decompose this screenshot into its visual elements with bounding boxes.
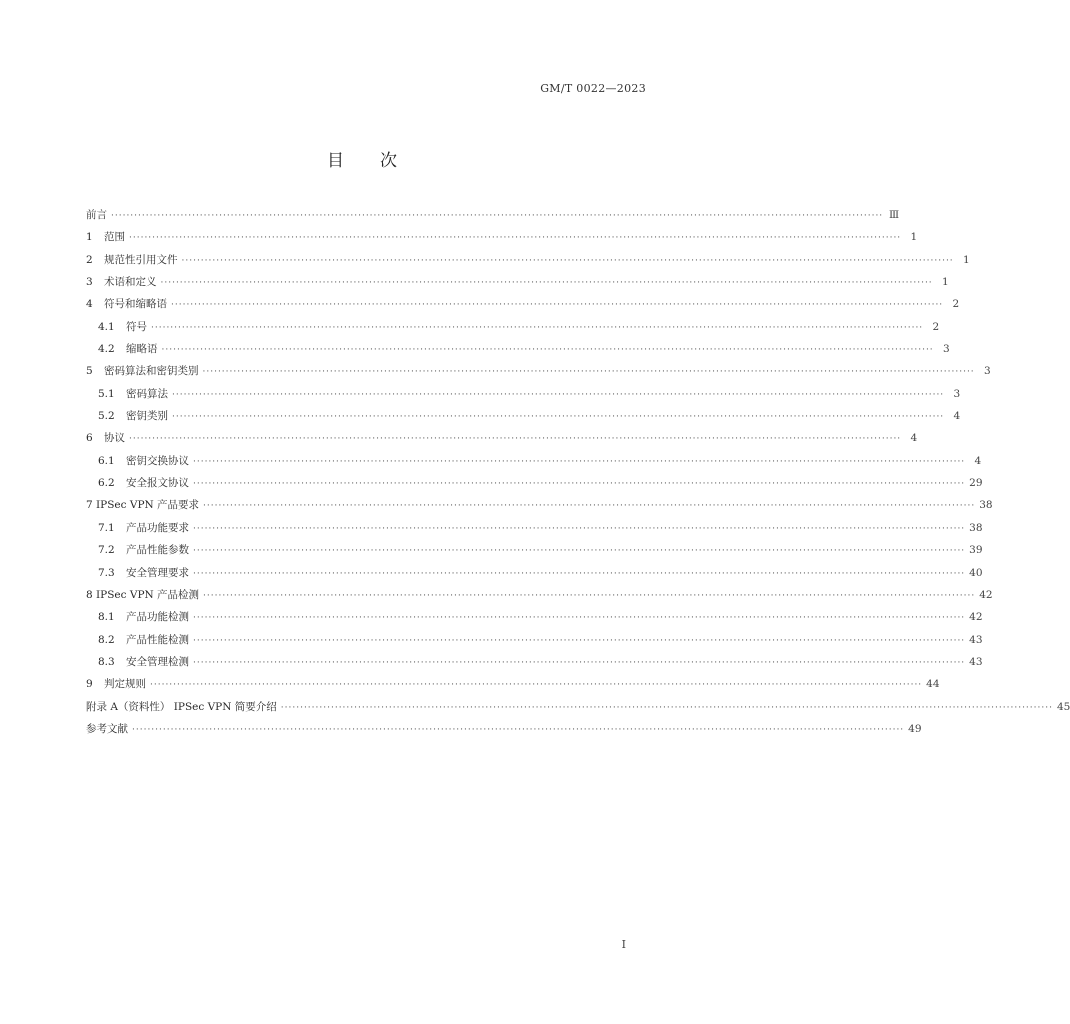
toc-entry[interactable] xyxy=(86,316,940,338)
toc-leader-dots: ········································································································································································································ xyxy=(111,211,884,221)
toc-entry-label: 附录 A（资料性） IPSec VPN 简要介绍 xyxy=(86,700,277,713)
toc-leader-dots: ········································································································································································································ xyxy=(193,635,966,646)
toc-entry-number: 7.1 xyxy=(98,521,115,534)
toc-entry-number: 8.1 xyxy=(98,611,115,624)
toc-entry-label: 7 IPSec VPN 产品要求 xyxy=(86,499,200,512)
toc-entry[interactable] xyxy=(86,606,983,628)
toc-entry-label: 参考文献 xyxy=(86,722,128,735)
toc-entry[interactable] xyxy=(86,293,960,315)
toc-leader-dots: ········································································································································································································ xyxy=(172,389,945,400)
toc-entry[interactable] xyxy=(86,338,950,360)
toc-entry-page: 3 xyxy=(953,387,961,400)
toc-entry[interactable] xyxy=(86,450,982,472)
toc-entry[interactable] xyxy=(86,539,983,561)
toc-entry-page: 38 xyxy=(969,521,983,534)
toc-entry-label: 密码算法 xyxy=(126,387,168,400)
toc-entry-page: 4 xyxy=(974,454,982,467)
toc-entry[interactable] xyxy=(86,562,983,584)
toc-entry-number: 8.3 xyxy=(98,655,115,668)
toc-entry-label: 密钥类别 xyxy=(126,410,168,423)
toc-leader-dots: ········································································································································································································ xyxy=(171,300,944,311)
toc-leader-dots: ········································································································································································································ xyxy=(280,702,1053,713)
toc-entry[interactable] xyxy=(86,494,993,516)
toc-entry-label: 符号和缩略语 xyxy=(104,298,167,311)
toc-entry-label: 安全报文协议 xyxy=(126,477,189,490)
toc-entry-page: Ⅲ xyxy=(889,209,900,221)
toc-entry-label: 安全管理检测 xyxy=(126,655,189,668)
toc-leader-dots: ········································································································································································································ xyxy=(150,680,923,691)
toc-entry-label: 判定规则 xyxy=(104,678,146,691)
toc-entry-page: 42 xyxy=(969,611,983,624)
toc-entry-number: 4.1 xyxy=(98,320,115,333)
toc-entry-page: 42 xyxy=(979,588,993,601)
toc-leader-dots: ········································································································································································································ xyxy=(129,233,902,244)
toc-entry[interactable] xyxy=(86,383,961,405)
toc-entry[interactable] xyxy=(86,584,993,606)
toc-entry-page: 4 xyxy=(953,410,961,423)
page-number: I xyxy=(621,938,626,951)
toc-entry-label: 缩略语 xyxy=(126,343,158,356)
toc-entry-number: 4 xyxy=(86,298,93,311)
toc-entry[interactable] xyxy=(86,226,918,248)
toc-leader-dots: ········································································································································································································ xyxy=(151,322,924,333)
toc-entry-label: 符号 xyxy=(126,320,147,333)
toc-entry-page: 1 xyxy=(941,276,949,289)
toc-entry-page: 45 xyxy=(1056,700,1070,713)
toc-entry[interactable] xyxy=(86,629,983,651)
toc-entry-page: 2 xyxy=(952,298,960,311)
toc-entry-label: 规范性引用文件 xyxy=(104,253,178,266)
document-code: GM/T 0022—2023 xyxy=(540,82,646,95)
toc-entry-page: 44 xyxy=(926,678,940,691)
toc-entry-number: 7.2 xyxy=(98,544,115,557)
toc-entry-number: 5 xyxy=(86,365,93,378)
toc-entry[interactable] xyxy=(86,517,983,539)
toc-entry-number: 5.2 xyxy=(98,410,115,423)
toc-entry-page: 38 xyxy=(979,499,993,512)
table-of-contents xyxy=(86,204,1070,740)
toc-entry-number: 6 xyxy=(86,432,93,445)
toc-entry-page: 1 xyxy=(910,231,918,244)
toc-entry-number: 4.2 xyxy=(98,343,115,356)
toc-entry-label: 产品性能参数 xyxy=(126,544,189,557)
toc-entry-number: 6.2 xyxy=(98,477,115,490)
toc-leader-dots: ········································································································································································································ xyxy=(181,255,954,266)
toc-entry-page: 39 xyxy=(969,544,983,557)
toc-entry-page: 2 xyxy=(932,320,940,333)
toc-leader-dots: ········································································································································································································ xyxy=(193,613,966,624)
toc-entry[interactable] xyxy=(86,271,949,293)
toc-entry-label: 前言 xyxy=(86,209,107,221)
toc-leader-dots: ········································································································································································································ xyxy=(193,456,966,467)
toc-leader-dots: ········································································································································································································ xyxy=(160,278,933,289)
toc-leader-dots: ········································································································································································································ xyxy=(193,546,966,557)
toc-entry-number: 3 xyxy=(86,276,93,289)
toc-entry[interactable] xyxy=(86,472,983,494)
toc-leader-dots: ········································································································································································································ xyxy=(203,590,976,601)
toc-entry[interactable] xyxy=(86,696,1070,718)
toc-entry-number: 8.2 xyxy=(98,633,115,646)
toc-entry[interactable] xyxy=(86,651,983,673)
toc-entry-number: 7.3 xyxy=(98,566,115,579)
toc-entry-page: 43 xyxy=(969,633,983,646)
toc-entry[interactable] xyxy=(86,360,991,382)
toc-entry-number: 5.1 xyxy=(98,387,115,400)
toc-leader-dots: ········································································································································································································ xyxy=(132,724,905,735)
toc-entry-label: 产品功能要求 xyxy=(126,521,189,534)
toc-entry[interactable] xyxy=(86,249,970,271)
toc-entry-label: 产品性能检测 xyxy=(126,633,189,646)
toc-entry-number: 2 xyxy=(86,253,93,266)
toc-leader-dots: ········································································································································································································ xyxy=(161,345,934,356)
toc-entry-page: 43 xyxy=(969,655,983,668)
toc-leader-dots: ········································································································································································································ xyxy=(129,434,902,445)
toc-entry-page: 29 xyxy=(969,477,983,490)
toc-entry-page: 1 xyxy=(962,253,970,266)
toc-entry[interactable] xyxy=(86,204,900,226)
toc-entry-page: 3 xyxy=(942,343,950,356)
toc-leader-dots: ········································································································································································································ xyxy=(172,412,945,423)
toc-entry-label: 协议 xyxy=(104,432,125,445)
toc-entry-number: 9 xyxy=(86,678,93,691)
toc-entry-page: 3 xyxy=(983,365,991,378)
toc-entry[interactable] xyxy=(86,673,940,695)
toc-leader-dots: ········································································································································································································ xyxy=(203,501,976,512)
toc-entry-page: 4 xyxy=(910,432,918,445)
toc-leader-dots: ········································································································································································································ xyxy=(193,523,966,534)
toc-entry[interactable] xyxy=(86,427,918,449)
toc-entry[interactable] xyxy=(86,718,922,740)
toc-leader-dots: ········································································································································································································ xyxy=(193,479,966,490)
toc-entry-page: 40 xyxy=(969,566,983,579)
toc-leader-dots: ········································································································································································································ xyxy=(202,367,975,378)
toc-entry-label: 产品功能检测 xyxy=(126,611,189,624)
toc-entry-page: 49 xyxy=(908,722,922,735)
toc-leader-dots: ········································································································································································································ xyxy=(193,657,966,668)
toc-leader-dots: ········································································································································································································ xyxy=(193,568,966,579)
toc-entry-label: 安全管理要求 xyxy=(126,566,189,579)
toc-entry-number: 6.1 xyxy=(98,454,115,467)
toc-entry[interactable] xyxy=(86,405,961,427)
toc-entry-label: 密钥交换协议 xyxy=(126,454,189,467)
toc-entry-label: 术语和定义 xyxy=(104,276,157,289)
page-title: 目次 xyxy=(327,151,433,171)
toc-entry-label: 8 IPSec VPN 产品检测 xyxy=(86,588,200,601)
toc-entry-number: 1 xyxy=(86,231,93,244)
toc-entry-label: 密码算法和密钥类别 xyxy=(104,365,199,378)
toc-entry-label: 范围 xyxy=(104,231,125,244)
